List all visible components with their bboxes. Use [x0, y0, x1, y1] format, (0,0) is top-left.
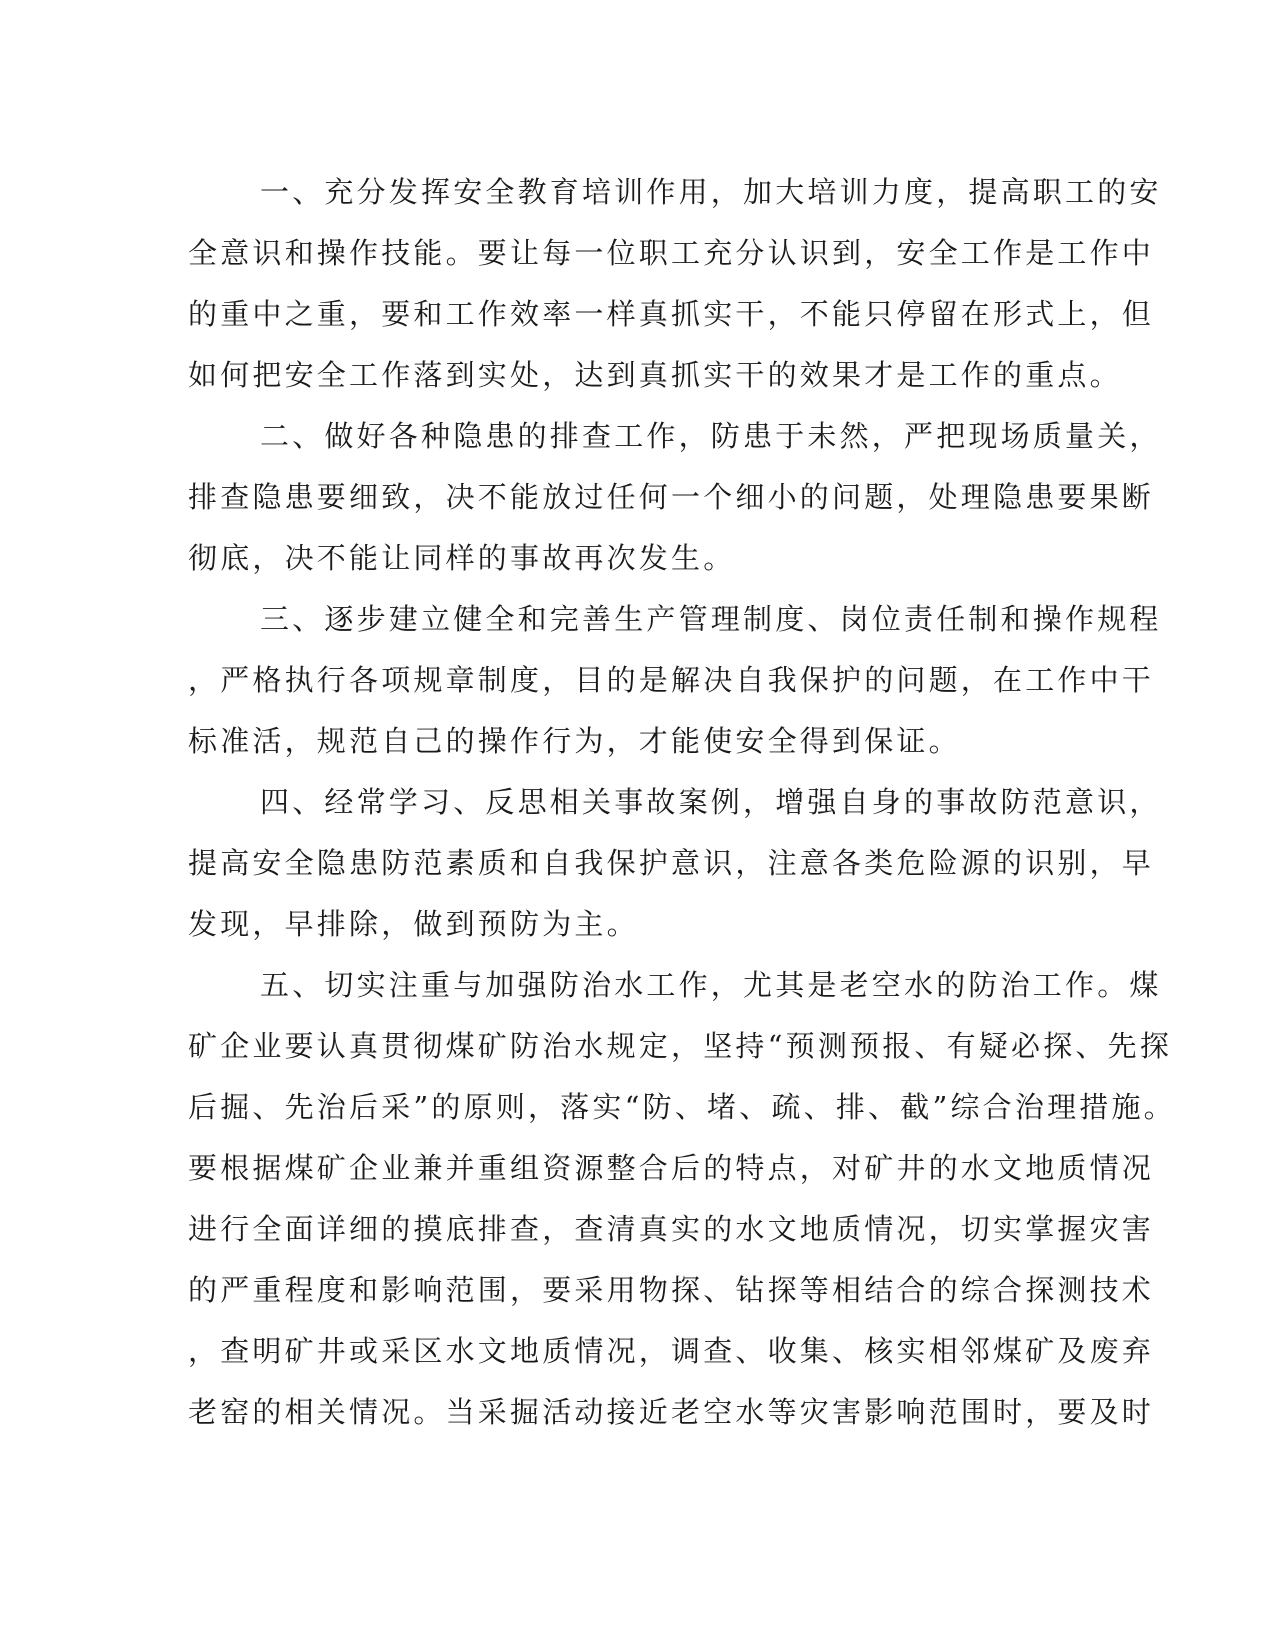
document-body — [188, 162, 1176, 1443]
paragraph-line: 老窑的相关情况。当采掘活动接近老空水等灾害影响范围时，要及时 — [188, 1395, 1155, 1429]
paragraph-line: 的严重程度和影响范围，要采用物探、钻探等相结合的综合探测技术 — [188, 1273, 1155, 1307]
paragraph-line: 一、充分发挥安全教育培训作用，加大培训力度，提高职工的安 — [260, 175, 1162, 209]
paragraph-line: ，查明矿井或采区水文地质情况，调查、收集、核实相邻煤矿及废弃 — [188, 1334, 1155, 1368]
paragraph-4 — [188, 772, 1162, 955]
paragraph-1 — [188, 162, 1162, 406]
paragraph-line: 提高安全隐患防范素质和自我保护意识，注意各类危险源的识别，早 — [188, 846, 1155, 880]
paragraph-line: 全意识和操作技能。要让每一位职工充分认识到，安全工作是工作中 — [188, 236, 1155, 270]
paragraph-5 — [188, 955, 1176, 1443]
paragraph-line: 的重中之重，要和工作效率一样真抓实干，不能只停留在形式上，但 — [188, 297, 1155, 331]
paragraph-line: 后掘、先治后采”的原则，落实“防、堵、疏、排、截”综合治理措施。 — [188, 1090, 1176, 1124]
paragraph-line: 要根据煤矿企业兼并重组资源整合后的特点，对矿井的水文地质情况 — [188, 1151, 1155, 1185]
paragraph-line: 标准活，规范自己的操作行为，才能使安全得到保证。 — [188, 724, 961, 758]
paragraph-line: 三、逐步建立健全和完善生产管理制度、岗位责任制和操作规程 — [260, 602, 1162, 636]
paragraph-line: 进行全面详细的摸底排查，查清真实的水文地质情况，切实掌握灾害 — [188, 1212, 1155, 1246]
paragraph-line: 二、做好各种隐患的排查工作，防患于未然，严把现场质量关， — [260, 419, 1162, 453]
paragraph-line: 彻底，决不能让同样的事故再次发生。 — [188, 541, 736, 575]
paragraph-3 — [188, 589, 1162, 772]
paragraph-2 — [188, 406, 1162, 589]
paragraph-line: 四、经常学习、反思相关事故案例，增强自身的事故防范意识， — [260, 785, 1162, 819]
paragraph-line: 五、切实注重与加强防治水工作，尤其是老空水的防治工作。煤 — [260, 968, 1162, 1002]
paragraph-line: 排查隐患要细致，决不能放过任何一个细小的问题，处理隐患要果断 — [188, 480, 1155, 514]
paragraph-line: 发现，早排除，做到预防为主。 — [188, 907, 639, 941]
paragraph-line: 矿企业要认真贯彻煤矿防治水规定，坚持“预测预报、有疑必探、先探 — [188, 1029, 1173, 1063]
paragraph-line: 如何把安全工作落到实处，达到真抓实干的效果才是工作的重点。 — [188, 358, 1122, 392]
paragraph-line: ，严格执行各项规章制度，目的是解决自我保护的问题，在工作中干 — [188, 663, 1155, 697]
